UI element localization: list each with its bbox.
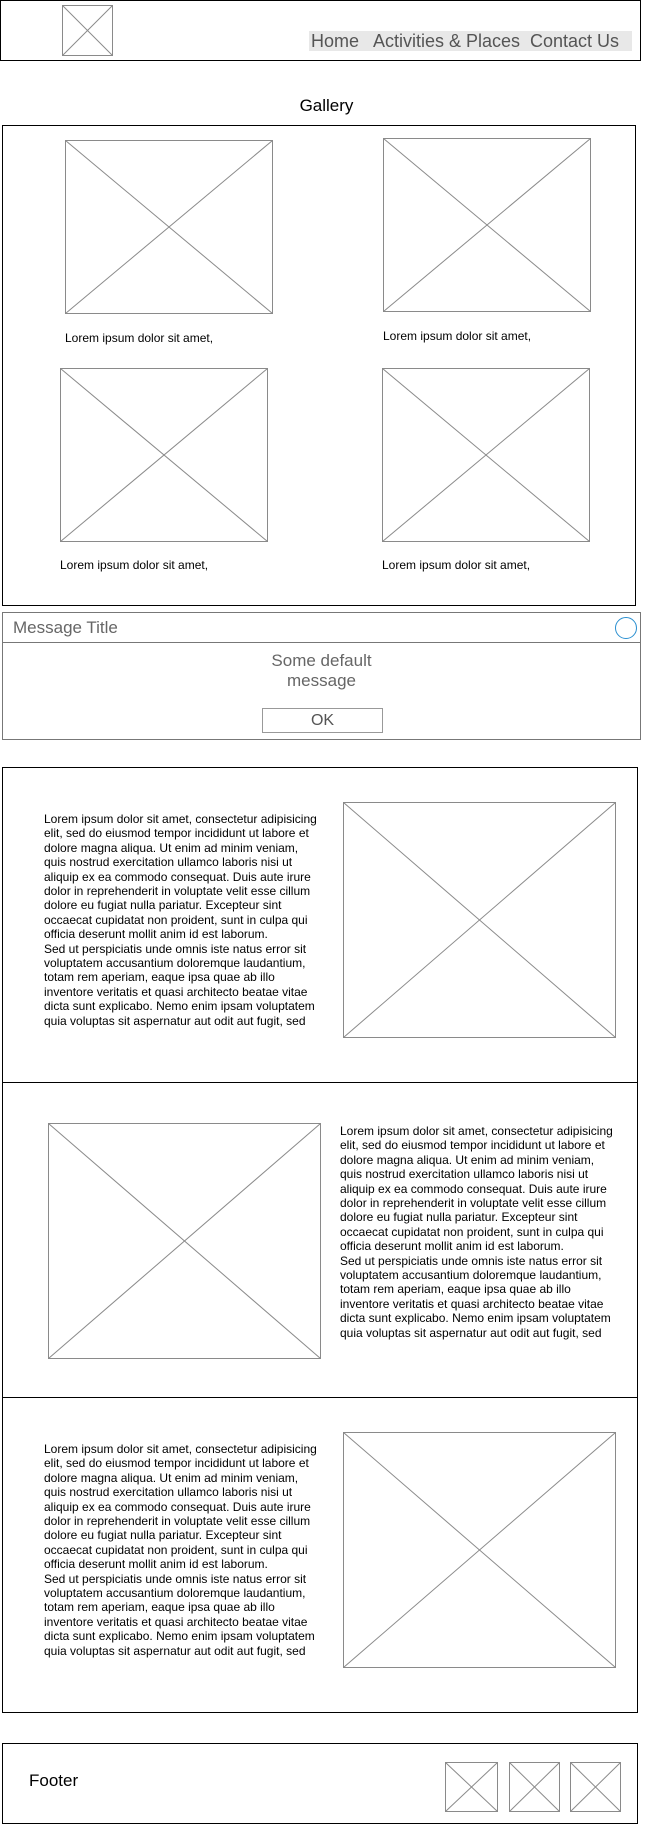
logo-placeholder-icon[interactable] xyxy=(62,5,113,56)
gallery xyxy=(2,125,636,606)
gallery-caption: Lorem ipsum dolor sit amet, xyxy=(383,329,532,343)
gallery-caption: Lorem ipsum dolor sit amet, xyxy=(65,331,214,345)
footer xyxy=(2,1743,638,1824)
paragraph: Sed ut perspiciatis unde omnis iste natus error sit voluptatem accusantium doloremque laudantium, totam rem aperiam, eaque ipsa quae ab illo inventore veritatis et quasi architecto beatae vitae dicta sunt explicabo. Nemo enim ipsam voluptatem quia voluptas sit aspernatur aut odit aut fugit, sed xyxy=(44,941,315,1028)
gallery-image-placeholder-icon[interactable] xyxy=(382,368,590,542)
gallery-image-placeholder-icon[interactable] xyxy=(60,368,268,542)
paragraph: Lorem ipsum dolor sit amet, consectetur adipisicing elit, sed do eiusmod tempor incididunt ut labore et dolore magna aliqua. Ut enim ad minim veniam, quis nostrud exercitation ullamco laboris nisi ut aliquip ex ea commodo consequat. Duis aute irure dolor in reprehenderit in voluptate velit esse cillum dolore eu fugiat nulla pariatur. Excepteur sint occaecat cupidatat non proident, sunt in culpa qui officia deserunt mollit anim id est laborum. xyxy=(44,1442,317,1572)
main-nav xyxy=(309,31,632,51)
close-icon[interactable] xyxy=(615,617,637,639)
content-section xyxy=(2,767,638,1083)
nav-contact-link[interactable]: Contact Us xyxy=(530,31,620,51)
section-image-placeholder-icon[interactable] xyxy=(343,1432,616,1668)
footer-image-placeholder-icon[interactable] xyxy=(570,1762,621,1812)
dialog-message xyxy=(3,651,640,691)
gallery-image-placeholder-icon[interactable] xyxy=(65,140,273,314)
ok-button[interactable]: OK xyxy=(262,708,383,733)
gallery-image-placeholder-icon[interactable] xyxy=(383,138,591,312)
header xyxy=(0,0,641,61)
paragraph: Sed ut perspiciatis unde omnis iste natus error sit voluptatem accusantium doloremque laudantium, totam rem aperiam, eaque ipsa quae ab illo inventore veritatis et quasi architecto beatae vitae dicta sunt explicabo. Nemo enim ipsam voluptatem quia voluptas sit aspernatur aut odit aut fugit, sed xyxy=(44,1571,315,1658)
dialog-message-line: Some default xyxy=(271,651,372,670)
section-image-placeholder-icon[interactable] xyxy=(343,802,616,1038)
gallery-caption: Lorem ipsum dolor sit amet, xyxy=(60,558,209,572)
paragraph: Lorem ipsum dolor sit amet, consectetur adipisicing elit, sed do eiusmod tempor incididunt ut labore et dolore magna aliqua. Ut enim ad minim veniam, quis nostrud exercitation ullamco laboris nisi ut aliquip ex ea commodo consequat. Duis aute irure dolor in reprehenderit in voluptate velit esse cillum dolore eu fugiat nulla pariatur. Excepteur sint occaecat cupidatat non proident, sunt in culpa qui officia deserunt mollit anim id est laborum. xyxy=(340,1124,613,1254)
footer-image-placeholder-icon[interactable] xyxy=(445,1762,498,1812)
section-text xyxy=(340,1124,618,1340)
paragraph: Sed ut perspiciatis unde omnis iste natus error sit voluptatem accusantium doloremque laudantium, totam rem aperiam, eaque ipsa quae ab illo inventore veritatis et quasi architecto beatae vitae dicta sunt explicabo. Nemo enim ipsam voluptatem quia voluptas sit aspernatur aut odit aut fugit, sed xyxy=(340,1253,611,1340)
section-text xyxy=(44,812,322,1028)
dialog-title: Message Title xyxy=(13,618,118,637)
paragraph: Lorem ipsum dolor sit amet, consectetur adipisicing elit, sed do eiusmod tempor incididunt ut labore et dolore magna aliqua. Ut enim ad minim veniam, quis nostrud exercitation ullamco laboris nisi ut aliquip ex ea commodo consequat. Duis aute irure dolor in reprehenderit in voluptate velit esse cillum dolore eu fugiat nulla pariatur. Excepteur sint occaecat cupidatat non proident, sunt in culpa qui officia deserunt mollit anim id est laborum. xyxy=(44,812,317,942)
section-image-placeholder-icon[interactable] xyxy=(48,1123,321,1359)
footer-label: Footer xyxy=(29,1771,79,1790)
gallery-caption: Lorem ipsum dolor sit amet, xyxy=(382,558,531,572)
content-section xyxy=(2,1397,638,1713)
dialog-titlebar xyxy=(3,613,640,643)
dialog-message-line: message xyxy=(287,671,356,690)
footer-image-placeholder-icon[interactable] xyxy=(509,1762,560,1812)
message-dialog xyxy=(2,612,641,740)
nav-activities-link[interactable]: Activities & Places xyxy=(373,31,521,51)
gallery-title: Gallery xyxy=(299,96,354,115)
content-section xyxy=(2,1082,638,1398)
section-text xyxy=(44,1442,322,1658)
nav-home-link[interactable]: Home xyxy=(311,31,360,51)
